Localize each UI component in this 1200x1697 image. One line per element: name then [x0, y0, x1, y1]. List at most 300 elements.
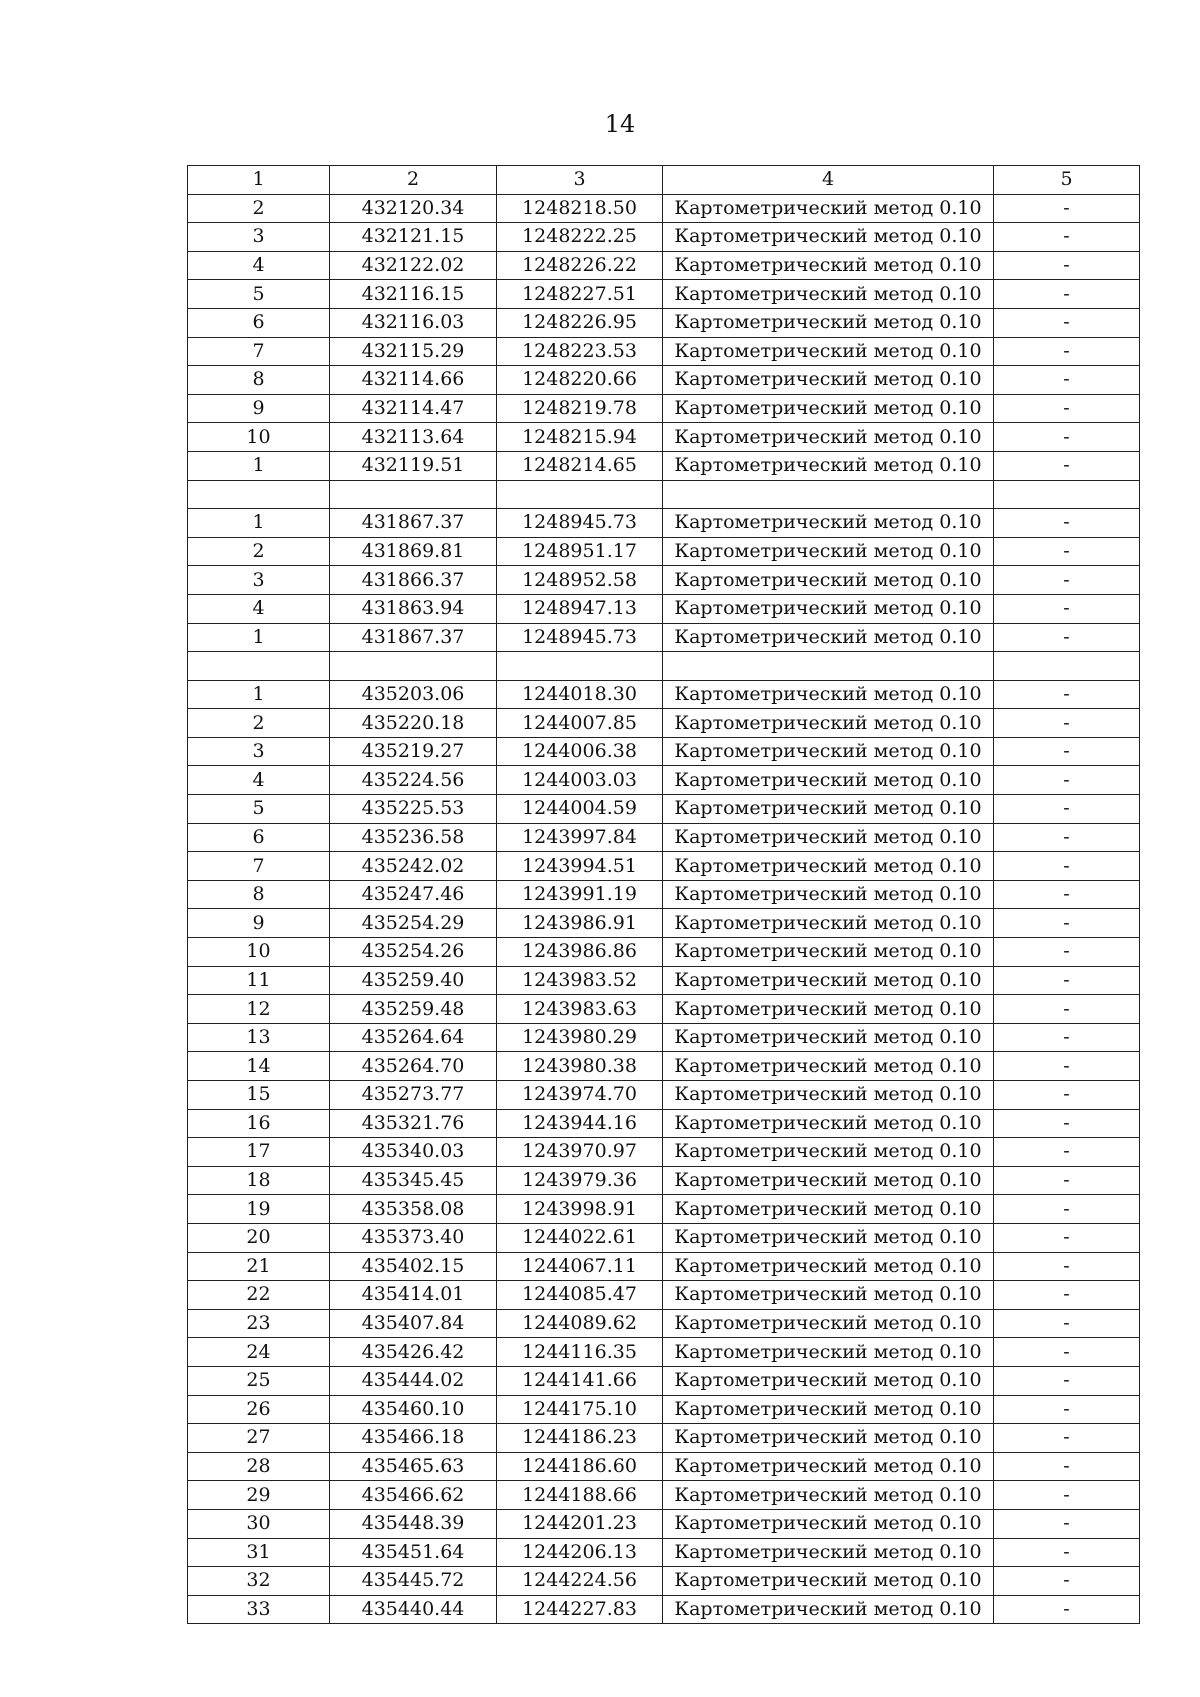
- table-cell: 435259.40: [330, 966, 497, 995]
- table-cell: 1248945.73: [497, 623, 663, 652]
- table-cell: 435236.58: [330, 823, 497, 852]
- table-row: [188, 1395, 1140, 1424]
- table-cell: -: [994, 1281, 1140, 1310]
- table-cell: Картометрический метод 0.10: [663, 1138, 994, 1167]
- table-cell: [188, 652, 330, 681]
- table-cell: 1248220.66: [497, 366, 663, 395]
- table-cell: 435321.76: [330, 1109, 497, 1138]
- table-cell: Картометрический метод 0.10: [663, 1166, 994, 1195]
- table-cell: 33: [188, 1595, 330, 1624]
- table-row: [188, 280, 1140, 309]
- table-cell: Картометрический метод 0.10: [663, 1595, 994, 1624]
- table-cell: -: [994, 1052, 1140, 1081]
- table-cell: 3: [188, 223, 330, 252]
- table-cell: -: [994, 1452, 1140, 1481]
- table-cell: Картометрический метод 0.10: [663, 1395, 994, 1424]
- table-cell: 1244186.23: [497, 1424, 663, 1453]
- table-cell: 12: [188, 995, 330, 1024]
- table-cell: -: [994, 1309, 1140, 1338]
- table-cell: 1244175.10: [497, 1395, 663, 1424]
- table-cell: 4: [188, 594, 330, 623]
- table-row: [188, 995, 1140, 1024]
- table-cell: 6: [188, 823, 330, 852]
- table-cell: -: [994, 1395, 1140, 1424]
- table-cell: -: [994, 394, 1140, 423]
- table-cell: 1: [188, 509, 330, 538]
- table-cell: 432121.15: [330, 223, 497, 252]
- table-cell: Картометрический метод 0.10: [663, 766, 994, 795]
- table-cell: 28: [188, 1452, 330, 1481]
- table-cell: 1244004.59: [497, 795, 663, 824]
- table-cell: [994, 480, 1140, 509]
- table-row: [188, 537, 1140, 566]
- table-cell: 431867.37: [330, 623, 497, 652]
- table-cell: Картометрический метод 0.10: [663, 594, 994, 623]
- table-row: [188, 1138, 1140, 1167]
- table-row: [188, 1509, 1140, 1538]
- table-cell: 431869.81: [330, 537, 497, 566]
- table-cell: 1248219.78: [497, 394, 663, 423]
- table-header-row: [188, 166, 1140, 195]
- table-row: [188, 680, 1140, 709]
- table-cell: 1248226.22: [497, 251, 663, 280]
- table-cell: 1243986.86: [497, 938, 663, 967]
- table-cell: -: [994, 1538, 1140, 1567]
- table-row: [188, 1223, 1140, 1252]
- table-cell: 29: [188, 1481, 330, 1510]
- table-cell: 435259.48: [330, 995, 497, 1024]
- table-row: [188, 1023, 1140, 1052]
- table-cell: -: [994, 1223, 1140, 1252]
- table-cell: Картометрический метод 0.10: [663, 223, 994, 252]
- table-row: [188, 1166, 1140, 1195]
- table-cell: -: [994, 823, 1140, 852]
- table-row: [188, 394, 1140, 423]
- table-cell: 1244085.47: [497, 1281, 663, 1310]
- table-cell: 1243997.84: [497, 823, 663, 852]
- table-cell: 1243983.52: [497, 966, 663, 995]
- header-cell: 5: [994, 166, 1140, 195]
- table-cell: Картометрический метод 0.10: [663, 623, 994, 652]
- table-cell: -: [994, 623, 1140, 652]
- table-cell: Картометрический метод 0.10: [663, 537, 994, 566]
- table-cell: 17: [188, 1138, 330, 1167]
- table-cell: 9: [188, 394, 330, 423]
- table-cell: Картометрический метод 0.10: [663, 566, 994, 595]
- table-cell: 1248947.13: [497, 594, 663, 623]
- table-cell: -: [994, 1166, 1140, 1195]
- table-cell: 2: [188, 537, 330, 566]
- table-row: [188, 737, 1140, 766]
- table-row: [188, 909, 1140, 938]
- table-cell: -: [994, 966, 1140, 995]
- table-row: [188, 795, 1140, 824]
- table-cell: 435407.84: [330, 1309, 497, 1338]
- table-row: [188, 451, 1140, 480]
- table-row: [188, 1366, 1140, 1395]
- table-cell: 432113.64: [330, 423, 497, 452]
- table-cell: 1244227.83: [497, 1595, 663, 1624]
- table-cell: -: [994, 938, 1140, 967]
- table-cell: -: [994, 1366, 1140, 1395]
- table-cell: 21: [188, 1252, 330, 1281]
- table-cell: 435451.64: [330, 1538, 497, 1567]
- table-row: [188, 1052, 1140, 1081]
- table-row: [188, 1252, 1140, 1281]
- table-cell: 10: [188, 423, 330, 452]
- table-row: [188, 1081, 1140, 1110]
- table-cell: Картометрический метод 0.10: [663, 1081, 994, 1110]
- table-cell: 1248227.51: [497, 280, 663, 309]
- table-cell: 1243980.38: [497, 1052, 663, 1081]
- table-cell: Картометрический метод 0.10: [663, 251, 994, 280]
- table-cell: 19: [188, 1195, 330, 1224]
- table-row: [188, 1567, 1140, 1596]
- table-cell: 1243980.29: [497, 1023, 663, 1052]
- table-cell: 27: [188, 1424, 330, 1453]
- table-cell: 432116.15: [330, 280, 497, 309]
- table-cell: 432116.03: [330, 308, 497, 337]
- table-cell: Картометрический метод 0.10: [663, 337, 994, 366]
- table-row: [188, 1195, 1140, 1224]
- table-cell: 23: [188, 1309, 330, 1338]
- table-cell: Картометрический метод 0.10: [663, 451, 994, 480]
- table-cell: 6: [188, 308, 330, 337]
- table-cell: 435247.46: [330, 880, 497, 909]
- table-cell: 435203.06: [330, 680, 497, 709]
- table-cell: [663, 652, 994, 681]
- table-cell: 8: [188, 366, 330, 395]
- table-cell: -: [994, 337, 1140, 366]
- table-cell: Картометрический метод 0.10: [663, 394, 994, 423]
- table-cell: 1244224.56: [497, 1567, 663, 1596]
- header-cell: 3: [497, 166, 663, 195]
- table-cell: 435254.26: [330, 938, 497, 967]
- table-cell: 1243983.63: [497, 995, 663, 1024]
- table-cell: 1244206.13: [497, 1538, 663, 1567]
- table-cell: 435220.18: [330, 709, 497, 738]
- table-cell: 18: [188, 1166, 330, 1195]
- table-cell: 9: [188, 909, 330, 938]
- table-cell: Картометрический метод 0.10: [663, 1052, 994, 1081]
- table-cell: Картометрический метод 0.10: [663, 1366, 994, 1395]
- table-cell: Картометрический метод 0.10: [663, 1023, 994, 1052]
- table-cell: -: [994, 1252, 1140, 1281]
- table-cell: 1: [188, 680, 330, 709]
- table-cell: 431863.94: [330, 594, 497, 623]
- table-cell: 435465.63: [330, 1452, 497, 1481]
- table-cell: 1248952.58: [497, 566, 663, 595]
- table-cell: 435358.08: [330, 1195, 497, 1224]
- table-cell: -: [994, 566, 1140, 595]
- table-cell: Картометрический метод 0.10: [663, 1223, 994, 1252]
- table-cell: 1244003.03: [497, 766, 663, 795]
- table-row: [188, 880, 1140, 909]
- table-row: [188, 194, 1140, 223]
- table-cell: 435340.03: [330, 1138, 497, 1167]
- table-cell: Картометрический метод 0.10: [663, 366, 994, 395]
- table-cell: 1248215.94: [497, 423, 663, 452]
- table-cell: -: [994, 880, 1140, 909]
- table-cell: 2: [188, 194, 330, 223]
- table-cell: 1248214.65: [497, 451, 663, 480]
- table-cell: 435224.56: [330, 766, 497, 795]
- header-cell: 2: [330, 166, 497, 195]
- table-cell: 1244007.85: [497, 709, 663, 738]
- table-cell: -: [994, 766, 1140, 795]
- table-cell: -: [994, 1195, 1140, 1224]
- table-cell: 2: [188, 709, 330, 738]
- table-cell: -: [994, 995, 1140, 1024]
- table-row: [188, 366, 1140, 395]
- table-cell: -: [994, 737, 1140, 766]
- table-cell: 30: [188, 1509, 330, 1538]
- table-cell: 5: [188, 795, 330, 824]
- table-cell: Картометрический метод 0.10: [663, 1281, 994, 1310]
- table-cell: -: [994, 1481, 1140, 1510]
- table-row: [188, 652, 1140, 681]
- table-cell: -: [994, 1138, 1140, 1167]
- table-cell: 1244018.30: [497, 680, 663, 709]
- table-cell: 435448.39: [330, 1509, 497, 1538]
- page-number: 14: [604, 110, 636, 138]
- table-cell: 435373.40: [330, 1223, 497, 1252]
- table-cell: 432120.34: [330, 194, 497, 223]
- table-row: [188, 1281, 1140, 1310]
- table-cell: 1244201.23: [497, 1509, 663, 1538]
- table-cell: 11: [188, 966, 330, 995]
- table-cell: -: [994, 909, 1140, 938]
- table-row: [188, 337, 1140, 366]
- table-cell: 1243970.97: [497, 1138, 663, 1167]
- table-cell: 1244067.11: [497, 1252, 663, 1281]
- table-cell: 13: [188, 1023, 330, 1052]
- table-cell: -: [994, 509, 1140, 538]
- table-cell: Картометрический метод 0.10: [663, 1195, 994, 1224]
- table-cell: Картометрический метод 0.10: [663, 1538, 994, 1567]
- table-cell: Картометрический метод 0.10: [663, 1452, 994, 1481]
- table-cell: Картометрический метод 0.10: [663, 823, 994, 852]
- table-cell: 435414.01: [330, 1281, 497, 1310]
- table-row: [188, 938, 1140, 967]
- table-cell: -: [994, 194, 1140, 223]
- table-cell: 435402.15: [330, 1252, 497, 1281]
- table-cell: Картометрический метод 0.10: [663, 509, 994, 538]
- table-cell: Картометрический метод 0.10: [663, 938, 994, 967]
- table-row: [188, 251, 1140, 280]
- table-cell: 1244188.66: [497, 1481, 663, 1510]
- table-cell: -: [994, 223, 1140, 252]
- table-cell: [330, 652, 497, 681]
- table-cell: 1248951.17: [497, 537, 663, 566]
- table-row: [188, 1309, 1140, 1338]
- table-cell: 435225.53: [330, 795, 497, 824]
- table-row: [188, 1595, 1140, 1624]
- table-cell: 435273.77: [330, 1081, 497, 1110]
- table-cell: Картометрический метод 0.10: [663, 194, 994, 223]
- table-cell: 435440.44: [330, 1595, 497, 1624]
- table-cell: -: [994, 280, 1140, 309]
- coordinates-table: [187, 165, 1140, 1624]
- table-cell: 1248945.73: [497, 509, 663, 538]
- table-cell: 14: [188, 1052, 330, 1081]
- table-cell: Картометрический метод 0.10: [663, 909, 994, 938]
- table-cell: [994, 652, 1140, 681]
- table-row: [188, 1538, 1140, 1567]
- table-cell: 435242.02: [330, 852, 497, 881]
- table-row: [188, 823, 1140, 852]
- table-cell: 435460.10: [330, 1395, 497, 1424]
- table-cell: 25: [188, 1366, 330, 1395]
- table-cell: 435444.02: [330, 1366, 497, 1395]
- table-row: [188, 1109, 1140, 1138]
- table-cell: 1: [188, 451, 330, 480]
- table-cell: 1248222.25: [497, 223, 663, 252]
- table-cell: 4: [188, 766, 330, 795]
- table-cell: 1248223.53: [497, 337, 663, 366]
- table-cell: 432114.66: [330, 366, 497, 395]
- table-cell: Картометрический метод 0.10: [663, 795, 994, 824]
- table-cell: 1243998.91: [497, 1195, 663, 1224]
- table-cell: 1244022.61: [497, 1223, 663, 1252]
- table-row: [188, 509, 1140, 538]
- table-cell: Картометрический метод 0.10: [663, 280, 994, 309]
- table-cell: 24: [188, 1338, 330, 1367]
- header-cell: 4: [663, 166, 994, 195]
- table-cell: Картометрический метод 0.10: [663, 1481, 994, 1510]
- table-cell: Картометрический метод 0.10: [663, 1252, 994, 1281]
- table-cell: -: [994, 1081, 1140, 1110]
- table-row: [188, 1452, 1140, 1481]
- table-cell: 432115.29: [330, 337, 497, 366]
- table-cell: -: [994, 1567, 1140, 1596]
- table-cell: Картометрический метод 0.10: [663, 1509, 994, 1538]
- table-cell: 435426.42: [330, 1338, 497, 1367]
- header-cell: 1: [188, 166, 330, 195]
- table-cell: 31: [188, 1538, 330, 1567]
- table-cell: 1244116.35: [497, 1338, 663, 1367]
- table-cell: Картометрический метод 0.10: [663, 1338, 994, 1367]
- table-cell: 1244089.62: [497, 1309, 663, 1338]
- table-cell: 20: [188, 1223, 330, 1252]
- table-cell: 32: [188, 1567, 330, 1596]
- table-row: [188, 1481, 1140, 1510]
- table-row: [188, 852, 1140, 881]
- table-cell: [497, 480, 663, 509]
- table-cell: Картометрический метод 0.10: [663, 1109, 994, 1138]
- table-cell: 431866.37: [330, 566, 497, 595]
- table-row: [188, 766, 1140, 795]
- table-cell: [663, 480, 994, 509]
- table-cell: 435254.29: [330, 909, 497, 938]
- table-row: [188, 1424, 1140, 1453]
- table-cell: 435219.27: [330, 737, 497, 766]
- table-cell: -: [994, 680, 1140, 709]
- table-cell: 435264.64: [330, 1023, 497, 1052]
- table-cell: -: [994, 709, 1140, 738]
- table-cell: 15: [188, 1081, 330, 1110]
- table-cell: -: [994, 537, 1140, 566]
- table-cell: 435345.45: [330, 1166, 497, 1195]
- table-cell: 432122.02: [330, 251, 497, 280]
- table-cell: 8: [188, 880, 330, 909]
- table-cell: 435264.70: [330, 1052, 497, 1081]
- table-cell: 1243974.70: [497, 1081, 663, 1110]
- table-cell: 435445.72: [330, 1567, 497, 1596]
- table-cell: Картометрический метод 0.10: [663, 966, 994, 995]
- table-cell: -: [994, 1338, 1140, 1367]
- table-cell: 7: [188, 337, 330, 366]
- table-cell: -: [994, 1023, 1140, 1052]
- table-cell: 1244186.60: [497, 1452, 663, 1481]
- table-cell: Картометрический метод 0.10: [663, 423, 994, 452]
- table-cell: -: [994, 308, 1140, 337]
- table-cell: 435466.62: [330, 1481, 497, 1510]
- table-cell: -: [994, 1109, 1140, 1138]
- table-cell: -: [994, 594, 1140, 623]
- table-cell: 1244141.66: [497, 1366, 663, 1395]
- table-body: [188, 194, 1140, 1624]
- table-cell: 1248218.50: [497, 194, 663, 223]
- table-cell: 10: [188, 938, 330, 967]
- table-row: [188, 966, 1140, 995]
- table-cell: -: [994, 451, 1140, 480]
- table-cell: 432119.51: [330, 451, 497, 480]
- table-cell: Картометрический метод 0.10: [663, 995, 994, 1024]
- table-cell: -: [994, 251, 1140, 280]
- table-cell: 1243986.91: [497, 909, 663, 938]
- table-cell: 1243944.16: [497, 1109, 663, 1138]
- table-cell: 1248226.95: [497, 308, 663, 337]
- table-cell: -: [994, 1509, 1140, 1538]
- table-cell: Картометрический метод 0.10: [663, 680, 994, 709]
- table-cell: -: [994, 423, 1140, 452]
- table-cell: Картометрический метод 0.10: [663, 1424, 994, 1453]
- table-cell: 1: [188, 623, 330, 652]
- table-row: [188, 423, 1140, 452]
- table-cell: -: [994, 1595, 1140, 1624]
- table-cell: 435466.18: [330, 1424, 497, 1453]
- table-cell: 22: [188, 1281, 330, 1310]
- table-cell: 1243979.36: [497, 1166, 663, 1195]
- table-cell: -: [994, 795, 1140, 824]
- table-cell: Картометрический метод 0.10: [663, 1309, 994, 1338]
- table-cell: -: [994, 366, 1140, 395]
- table-cell: Картометрический метод 0.10: [663, 1567, 994, 1596]
- table-cell: 4: [188, 251, 330, 280]
- table-cell: 431867.37: [330, 509, 497, 538]
- table-cell: [497, 652, 663, 681]
- table-row: [188, 566, 1140, 595]
- table-cell: Картометрический метод 0.10: [663, 852, 994, 881]
- table-row: [188, 1338, 1140, 1367]
- table-cell: -: [994, 852, 1140, 881]
- table-cell: Картометрический метод 0.10: [663, 737, 994, 766]
- table-cell: 1243991.19: [497, 880, 663, 909]
- table-cell: 3: [188, 737, 330, 766]
- table-cell: 16: [188, 1109, 330, 1138]
- table-row: [188, 709, 1140, 738]
- table-cell: 3: [188, 566, 330, 595]
- table-row: [188, 223, 1140, 252]
- table-cell: 1243994.51: [497, 852, 663, 881]
- table-cell: 432114.47: [330, 394, 497, 423]
- table-cell: 26: [188, 1395, 330, 1424]
- table-cell: Картометрический метод 0.10: [663, 880, 994, 909]
- table-cell: Картометрический метод 0.10: [663, 308, 994, 337]
- table-cell: 1244006.38: [497, 737, 663, 766]
- table-cell: 7: [188, 852, 330, 881]
